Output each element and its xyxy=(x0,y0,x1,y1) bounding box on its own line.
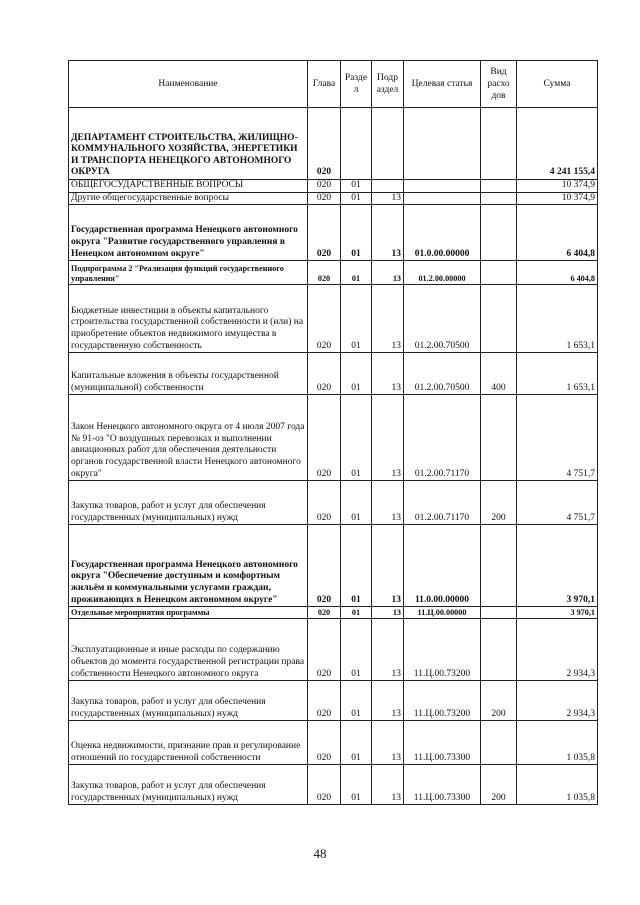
row-vid: 400 xyxy=(481,353,517,395)
table-row xyxy=(69,681,598,721)
row-summa: 1 035,8 xyxy=(517,721,598,765)
row-glava: 020 xyxy=(308,481,341,525)
row-celevaya xyxy=(404,108,481,180)
row-podrazdel xyxy=(372,108,404,180)
row-name: Другие общегосударственные вопросы xyxy=(69,192,308,205)
row-vid xyxy=(481,721,517,765)
row-razdel: 01 xyxy=(341,180,372,193)
row-podrazdel: 13 xyxy=(372,681,404,721)
row-name: Закон Ненецкого автономного округа от 4 июля 2007 года № 91-оз "О воздушных перевозках и выполнении авиационных работ для обеспечения деятельности органов государственной власти Ненецкого автономного округа" xyxy=(69,395,308,481)
row-celevaya: 01.2.00.71170 xyxy=(404,481,481,525)
row-name: Эксплуатационные и иные расходы по содержанию объектов до момента государственной регистрации права собственности Ненецкого автономного округа xyxy=(69,619,308,681)
row-summa: 2 934,3 xyxy=(517,681,598,721)
row-glava: 020 xyxy=(308,681,341,721)
row-razdel: 01 xyxy=(341,481,372,525)
header-name: Наименование xyxy=(69,61,308,108)
row-celevaya: 11.0.00.00000 xyxy=(404,525,481,607)
header-celevaya: Целевая статья xyxy=(404,61,481,108)
row-name: Подпрограмма 2 "Реализация функций государственного управления" xyxy=(69,261,308,285)
row-summa: 3 970,1 xyxy=(517,525,598,607)
table-row xyxy=(69,721,598,765)
row-vid: 200 xyxy=(481,481,517,525)
row-summa: 6 404,8 xyxy=(517,205,598,261)
row-razdel: 01 xyxy=(341,765,372,805)
row-glava: 020 xyxy=(308,285,341,353)
row-celevaya: 01.2.00.71170 xyxy=(404,395,481,481)
row-glava: 020 xyxy=(308,180,341,193)
row-podrazdel: 13 xyxy=(372,765,404,805)
row-razdel: 01 xyxy=(341,619,372,681)
row-vid: 200 xyxy=(481,681,517,721)
row-podrazdel: 13 xyxy=(372,353,404,395)
row-celevaya: 11.Ц.00.00000 xyxy=(404,607,481,619)
row-celevaya: 01.2.00.70500 xyxy=(404,353,481,395)
row-glava: 020 xyxy=(308,607,341,619)
row-podrazdel: 13 xyxy=(372,285,404,353)
header-razdel: Разде л xyxy=(341,61,372,108)
row-name: Государственная программа Ненецкого автономного округа "Развитие государственного управления в Ненецком автономном округе" xyxy=(69,205,308,261)
row-celevaya xyxy=(404,180,481,193)
row-glava: 020 xyxy=(308,353,341,395)
row-summa: 1 653,1 xyxy=(517,353,598,395)
row-summa: 4 241 155,4 xyxy=(517,108,598,180)
row-podrazdel: 13 xyxy=(372,205,404,261)
header-summa: Сумма xyxy=(517,61,598,108)
row-vid xyxy=(481,285,517,353)
table-row xyxy=(69,619,598,681)
row-glava: 020 xyxy=(308,108,341,180)
header-vid: Вид расхо дов xyxy=(481,61,517,108)
row-summa: 3 970,1 xyxy=(517,607,598,619)
row-razdel: 01 xyxy=(341,395,372,481)
row-razdel: 01 xyxy=(341,721,372,765)
row-name: Капитальные вложения в объекты государственной (муниципальной) собственности xyxy=(69,353,308,395)
row-glava: 020 xyxy=(308,721,341,765)
row-razdel xyxy=(341,108,372,180)
table-row xyxy=(69,353,598,395)
row-celevaya: 01.2.00.00000 xyxy=(404,261,481,285)
table-row xyxy=(69,481,598,525)
row-celevaya: 01.0.00.00000 xyxy=(404,205,481,261)
row-vid xyxy=(481,108,517,180)
row-podrazdel: 13 xyxy=(372,525,404,607)
row-vid xyxy=(481,192,517,205)
table-row xyxy=(69,525,598,607)
row-razdel: 01 xyxy=(341,525,372,607)
row-vid xyxy=(481,395,517,481)
row-name: Отдельные мероприятия программы xyxy=(69,607,308,619)
row-podrazdel: 13 xyxy=(372,192,404,205)
page-number: 48 xyxy=(313,846,327,861)
row-name: ОБЩЕГОСУДАРСТВЕННЫЕ ВОПРОСЫ xyxy=(69,180,308,193)
row-glava: 020 xyxy=(308,261,341,285)
table-row xyxy=(69,261,598,285)
row-celevaya: 11.Ц.00.73200 xyxy=(404,619,481,681)
table-row xyxy=(69,395,598,481)
row-glava: 020 xyxy=(308,525,341,607)
row-razdel: 01 xyxy=(341,607,372,619)
row-summa: 4 751,7 xyxy=(517,481,598,525)
row-razdel: 01 xyxy=(341,261,372,285)
header-podrazdel: Подр аздел xyxy=(372,61,404,108)
row-name: Закупка товаров, работ и услуг для обеспечения государственных (муниципальных) нужд xyxy=(69,481,308,525)
row-razdel: 01 xyxy=(341,192,372,205)
row-podrazdel: 13 xyxy=(372,481,404,525)
row-vid xyxy=(481,180,517,193)
table-row xyxy=(69,765,598,805)
row-vid xyxy=(481,525,517,607)
row-vid xyxy=(481,261,517,285)
row-summa: 10 374,9 xyxy=(517,192,598,205)
row-summa: 4 751,7 xyxy=(517,395,598,481)
row-summa: 2 934,3 xyxy=(517,619,598,681)
row-podrazdel: 13 xyxy=(372,607,404,619)
row-vid: 200 xyxy=(481,765,517,805)
table-row xyxy=(69,108,598,180)
row-razdel: 01 xyxy=(341,681,372,721)
row-razdel: 01 xyxy=(341,285,372,353)
row-celevaya: 11.Ц.00.73300 xyxy=(404,765,481,805)
row-summa: 1 653,1 xyxy=(517,285,598,353)
table-row xyxy=(69,205,598,261)
row-glava: 020 xyxy=(308,192,341,205)
row-podrazdel: 13 xyxy=(372,261,404,285)
row-razdel: 01 xyxy=(341,205,372,261)
row-celevaya: 11.Ц.00.73200 xyxy=(404,681,481,721)
row-name: Закупка товаров, работ и услуг для обеспечения государственных (муниципальных) нужд xyxy=(69,765,308,805)
row-vid xyxy=(481,619,517,681)
row-summa: 6 404,8 xyxy=(517,261,598,285)
row-vid xyxy=(481,205,517,261)
budget-table xyxy=(68,60,598,805)
row-glava: 020 xyxy=(308,205,341,261)
row-name: Бюджетные инвестиции в объекты капитального строительства государственной собственности и (или) на приобретение объектов недвижимого имущества в государственную собственность xyxy=(69,285,308,353)
row-glava: 020 xyxy=(308,765,341,805)
row-celevaya: 11.Ц.00.73300 xyxy=(404,721,481,765)
row-glava: 020 xyxy=(308,395,341,481)
row-name: Оценка недвижимости, признание прав и регулирование отношений по государственной собственности xyxy=(69,721,308,765)
row-name: Закупка товаров, работ и услуг для обеспечения государственных (муниципальных) нужд xyxy=(69,681,308,721)
table-row xyxy=(69,285,598,353)
table-row xyxy=(69,607,598,619)
row-name: Государственная программа Ненецкого автономного округа "Обеспечение доступным и комфортным жильём и коммунальными услугами граждан, проживающих в Ненецком автономном округе" xyxy=(69,525,308,607)
row-summa: 10 374,9 xyxy=(517,180,598,193)
row-summa: 1 035,8 xyxy=(517,765,598,805)
row-podrazdel xyxy=(372,180,404,193)
row-podrazdel: 13 xyxy=(372,721,404,765)
row-podrazdel: 13 xyxy=(372,395,404,481)
table-row xyxy=(69,192,598,205)
header-row xyxy=(69,61,598,108)
row-name: ДЕПАРТАМЕНТ СТРОИТЕЛЬСТВА, ЖИЛИЩНО-КОММУНАЛЬНОГО ХОЗЯЙСТВА, ЭНЕРГЕТИКИ И ТРАНСПОРТА НЕНЕЦКОГО АВТОНОМНОГО ОКРУГА xyxy=(69,108,308,180)
table-row xyxy=(69,180,598,193)
row-glava: 020 xyxy=(308,619,341,681)
row-celevaya xyxy=(404,192,481,205)
row-podrazdel: 13 xyxy=(372,619,404,681)
row-celevaya: 01.2.00.70500 xyxy=(404,285,481,353)
header-glava: Глава xyxy=(308,61,341,108)
row-razdel: 01 xyxy=(341,353,372,395)
row-vid xyxy=(481,607,517,619)
